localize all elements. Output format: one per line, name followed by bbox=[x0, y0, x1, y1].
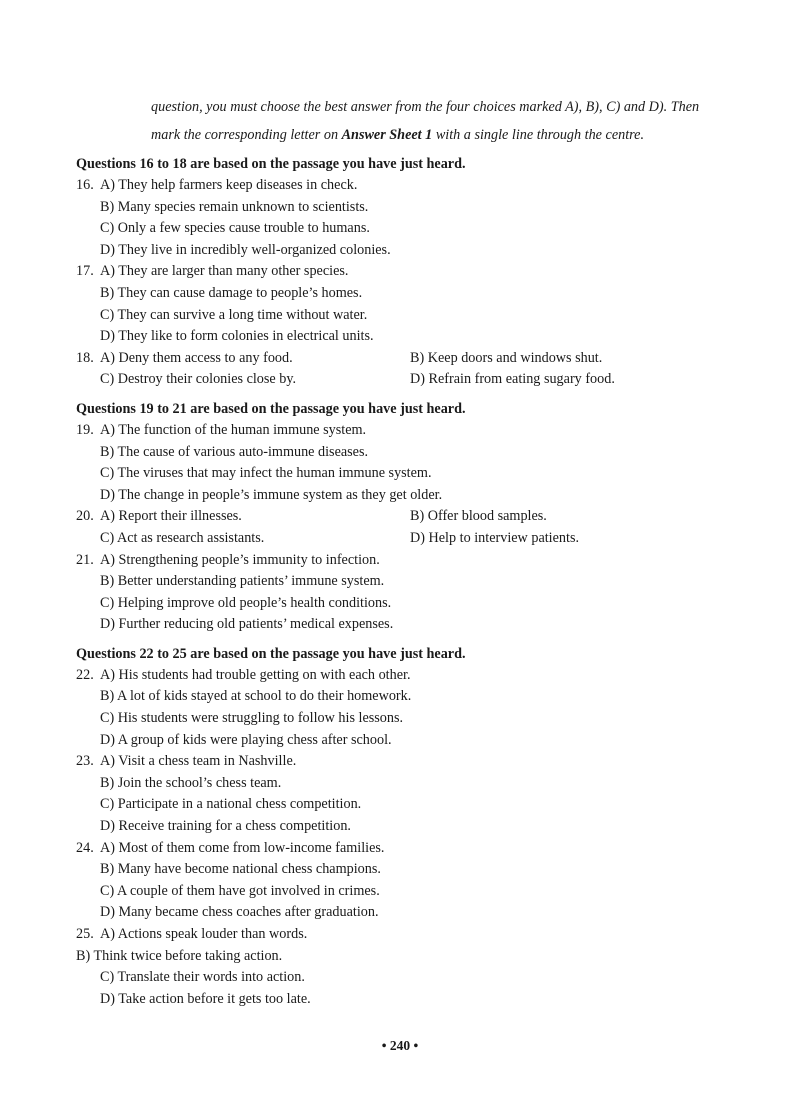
question-number: 16. bbox=[76, 177, 94, 193]
question-20 bbox=[76, 506, 756, 528]
section-heading-19-21: Questions 19 to 21 are based on the passage you have just heard. bbox=[76, 400, 466, 417]
option-c: C) Helping improve old people’s health conditions. bbox=[100, 594, 392, 611]
question-21 bbox=[76, 550, 756, 572]
option-b: B) Better understanding patients’ immune system. bbox=[100, 573, 385, 590]
question-number: 25. bbox=[76, 926, 94, 942]
question-number: 19. bbox=[76, 421, 94, 438]
page-number: • 240 • bbox=[381, 1038, 419, 1053]
question-number: 18. bbox=[76, 349, 94, 366]
option-b: B) Join the school’s chess team. bbox=[100, 774, 282, 791]
question-24-option-c bbox=[76, 881, 756, 903]
option-b: B) A lot of kids stayed at school to do their homework. bbox=[100, 688, 412, 705]
option-a: A) Strengthening people’s immunity to infection. bbox=[100, 551, 380, 568]
question-21-option-d bbox=[76, 614, 756, 636]
question-23 bbox=[76, 751, 756, 773]
option-a: A) His students had trouble getting on with each other. bbox=[100, 666, 411, 683]
question-16-option-b bbox=[76, 197, 756, 219]
instructions-line-2 bbox=[151, 121, 751, 149]
option-d: D) Further reducing old patients’ medical expenses. bbox=[100, 616, 394, 633]
option-c: C) They can survive a long time without water. bbox=[100, 306, 368, 323]
option-b: B) The cause of various auto-immune diseases. bbox=[100, 443, 369, 460]
option-a: A) Report their illnesses. bbox=[100, 508, 242, 525]
option-a: A) Deny them access to any food. bbox=[100, 349, 293, 366]
question-number: 20. bbox=[76, 508, 94, 525]
questions-content bbox=[76, 153, 756, 1010]
option-d: D) They live in incredibly well-organized colonies. bbox=[100, 241, 391, 258]
option-b: B) Keep doors and windows shut. bbox=[410, 349, 603, 366]
option-d: D) Many became chess coaches after graduation. bbox=[100, 904, 379, 921]
option-b: B) Many species remain unknown to scientists. bbox=[100, 198, 369, 215]
question-19-option-c bbox=[76, 463, 756, 485]
question-17-option-d bbox=[76, 326, 756, 348]
option-b: B) They can cause damage to people’s homes. bbox=[100, 284, 363, 301]
question-23-option-b bbox=[76, 773, 756, 795]
option-c: C) Translate their words into action. bbox=[100, 969, 305, 986]
option-c: C) Participate in a national chess competition. bbox=[100, 796, 362, 813]
section-heading-22-25: Questions 22 to 25 are based on the passage you have just heard. bbox=[76, 645, 466, 662]
question-22-option-d bbox=[76, 730, 756, 752]
question-16-option-d bbox=[76, 240, 756, 262]
question-17-option-c bbox=[76, 305, 756, 327]
option-d: D) A group of kids were playing chess after school. bbox=[100, 731, 392, 748]
question-25-option-b bbox=[76, 946, 756, 968]
question-16-option-c bbox=[76, 218, 756, 240]
answer-sheet-emphasis: Answer Sheet 1 bbox=[341, 127, 433, 143]
question-17-option-b bbox=[76, 283, 756, 305]
option-c: C) His students were struggling to follow his lessons. bbox=[100, 710, 404, 727]
option-c: C) The viruses that may infect the human immune system. bbox=[100, 465, 432, 482]
option-c: C) Destroy their colonies close by. bbox=[100, 371, 297, 388]
option-a: A) The function of the human immune system. bbox=[100, 421, 367, 438]
question-19 bbox=[76, 420, 756, 442]
option-a: A) They are larger than many other species. bbox=[100, 263, 349, 280]
option-a: A) They help farmers keep diseases in check. bbox=[100, 177, 358, 193]
question-18 bbox=[76, 348, 756, 370]
option-d: D) Refrain from eating sugary food. bbox=[410, 371, 615, 388]
option-c: C) Act as research assistants. bbox=[100, 529, 265, 546]
option-b: B) Offer blood samples. bbox=[410, 508, 547, 525]
option-d: D) Help to interview patients. bbox=[410, 529, 580, 546]
section-heading-16-18: Questions 16 to 18 are based on the passage you have just heard. bbox=[76, 156, 466, 172]
question-number: 17. bbox=[76, 263, 94, 280]
option-c: C) A couple of them have got involved in crimes. bbox=[100, 882, 380, 899]
question-16 bbox=[76, 175, 756, 197]
option-c: C) Only a few species cause trouble to humans. bbox=[100, 220, 370, 237]
question-18-options-c-d bbox=[76, 369, 756, 391]
question-19-option-b bbox=[76, 442, 756, 464]
option-b: B) Many have become national chess champions. bbox=[100, 861, 381, 878]
question-number: 23. bbox=[76, 753, 94, 770]
question-23-option-d bbox=[76, 816, 756, 838]
question-25-option-d bbox=[76, 989, 756, 1011]
question-number: 21. bbox=[76, 551, 94, 568]
question-21-option-c bbox=[76, 593, 756, 615]
question-22-option-b bbox=[76, 686, 756, 708]
question-23-option-c bbox=[76, 794, 756, 816]
question-25-option-c bbox=[76, 967, 756, 989]
instructions-line-2-start: mark the corresponding letter on bbox=[151, 127, 342, 143]
question-20-options-c-d bbox=[76, 528, 756, 550]
instructions bbox=[151, 93, 751, 149]
option-d: D) Receive training for a chess competition. bbox=[100, 818, 351, 835]
question-17 bbox=[76, 261, 756, 283]
option-b: B) Think twice before taking action. bbox=[76, 947, 283, 964]
question-24-option-b bbox=[76, 859, 756, 881]
question-number: 22. bbox=[76, 666, 94, 683]
question-24-option-d bbox=[76, 902, 756, 924]
option-a: A) Actions speak louder than words. bbox=[100, 926, 308, 942]
option-a: A) Visit a chess team in Nashville. bbox=[100, 753, 297, 770]
question-21-option-b bbox=[76, 571, 756, 593]
instructions-line-2-end: with a single line through the centre. bbox=[432, 127, 644, 143]
question-19-option-d bbox=[76, 485, 756, 507]
option-a: A) Most of them come from low-income families. bbox=[100, 839, 385, 856]
question-24 bbox=[76, 838, 756, 860]
option-d: D) They like to form colonies in electrical units. bbox=[100, 328, 374, 345]
question-22 bbox=[76, 665, 756, 687]
question-number: 24. bbox=[76, 839, 94, 856]
instructions-line-1: question, you must choose the best answer from the four choices marked A), B), C) and D). Then bbox=[151, 99, 700, 115]
option-d: D) Take action before it gets too late. bbox=[100, 990, 311, 1007]
question-22-option-c bbox=[76, 708, 756, 730]
option-d: D) The change in people’s immune system as they get older. bbox=[100, 486, 443, 503]
question-25 bbox=[76, 924, 756, 946]
